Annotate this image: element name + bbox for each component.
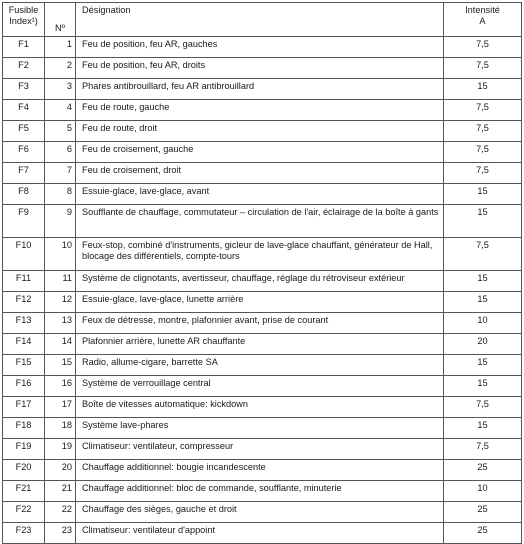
designation-cell: Feu de croisement, droit [76,163,444,184]
table-row [3,439,522,460]
fuse-cell: F9 [3,205,45,238]
number-cell: 10 [45,238,76,271]
fuse-cell: F23 [3,523,45,544]
fuse-cell: F20 [3,460,45,481]
fuse-cell: F13 [3,313,45,334]
intensity-cell: 15 [444,418,522,439]
intensity-cell: 7,5 [444,121,522,142]
table-row [3,481,522,502]
number-cell: 4 [45,100,76,121]
designation-cell: Boîte de vitesses automatique: kickdown [76,397,444,418]
designation-cell: Feu de position, feu AR, gauches [76,37,444,58]
designation-cell: Feu de position, feu AR, droits [76,58,444,79]
table-row [3,205,522,238]
fuse-cell: F6 [3,142,45,163]
table-row [3,58,522,79]
fuse-cell: F4 [3,100,45,121]
table-row [3,238,522,271]
number-cell: 3 [45,79,76,100]
fuse-cell: F14 [3,334,45,355]
number-cell: 5 [45,121,76,142]
fuse-cell: F17 [3,397,45,418]
intensity-cell: 15 [444,271,522,292]
number-cell: 18 [45,418,76,439]
fuse-cell: F16 [3,376,45,397]
number-column-header: Nº [45,3,76,37]
number-cell: 23 [45,523,76,544]
intensity-cell: 15 [444,79,522,100]
designation-cell: Feu de croisement, gauche [76,142,444,163]
table-row [3,502,522,523]
table-row [3,418,522,439]
designation-cell: Feu de route, gauche [76,100,444,121]
number-cell: 2 [45,58,76,79]
fuse-cell: F7 [3,163,45,184]
table-row [3,121,522,142]
designation-cell: Climatiseur: ventilateur, compresseur [76,439,444,460]
intensity-cell: 15 [444,205,522,238]
intensity-cell: 15 [444,355,522,376]
designation-cell: Feu de route, droit [76,121,444,142]
intensity-cell: 7,5 [444,439,522,460]
number-cell: 21 [45,481,76,502]
table-row [3,376,522,397]
intensity-column-header [444,3,522,37]
table-row [3,460,522,481]
designation-cell: Chauffage additionnel: bougie incandescente [76,460,444,481]
number-cell: 15 [45,355,76,376]
fuse-column-header: Fusible Index¹) [3,3,45,37]
number-cell: 12 [45,292,76,313]
table-row [3,292,522,313]
intensity-cell: 7,5 [444,100,522,121]
table-header [3,3,522,37]
designation-cell: Phares antibrouillard, feu AR antibrouillard [76,79,444,100]
intensity-cell: 7,5 [444,37,522,58]
fuse-cell: F3 [3,79,45,100]
table-row [3,163,522,184]
designation-cell: Système de verrouillage central [76,376,444,397]
fuse-cell: F2 [3,58,45,79]
intensity-cell: 25 [444,502,522,523]
fuse-cell: F15 [3,355,45,376]
intensity-cell: 25 [444,523,522,544]
number-cell: 7 [45,163,76,184]
table-row [3,313,522,334]
table-row [3,142,522,163]
table-row [3,355,522,376]
intensity-cell: 20 [444,334,522,355]
number-cell: 19 [45,439,76,460]
table-row [3,100,522,121]
number-cell: 20 [45,460,76,481]
fuse-cell: F22 [3,502,45,523]
number-cell: 8 [45,184,76,205]
fuse-cell: F12 [3,292,45,313]
intensity-cell: 7,5 [444,58,522,79]
intensity-cell: 15 [444,376,522,397]
designation-cell: Chauffage des sièges, gauche et droit [76,502,444,523]
table-row [3,37,522,58]
number-cell: 14 [45,334,76,355]
number-cell: 9 [45,205,76,238]
number-cell: 11 [45,271,76,292]
fuse-cell: F18 [3,418,45,439]
fuse-cell: F1 [3,37,45,58]
intensity-header-label: Intensité [465,5,500,15]
designation-cell: Plafonnier arrière, lunette AR chauffante [76,334,444,355]
designation-cell: Soufflante de chauffage, commutateur – circulation de l'air, éclairage de la boîte à gants [76,205,444,238]
designation-cell: Radio, allume-cigare, barrette SA [76,355,444,376]
intensity-cell: 7,5 [444,397,522,418]
designation-cell: Essuie-glace, lave-glace, lunette arrière [76,292,444,313]
intensity-cell: 7,5 [444,163,522,184]
intensity-cell: 7,5 [444,142,522,163]
intensity-cell: 7,5 [444,238,522,271]
table-row [3,271,522,292]
table-row [3,334,522,355]
fuse-cell: F19 [3,439,45,460]
designation-cell: Feux de détresse, montre, plafonnier avant, prise de courant [76,313,444,334]
intensity-cell: 25 [444,460,522,481]
number-cell: 16 [45,376,76,397]
designation-cell: Chauffage additionnel: bloc de commande, soufflante, minuterie [76,481,444,502]
table-row [3,523,522,544]
table-row [3,79,522,100]
fuse-cell: F5 [3,121,45,142]
intensity-cell: 15 [444,184,522,205]
table-row [3,397,522,418]
designation-cell: Essuie-glace, lave-glace, avant [76,184,444,205]
table-body [3,37,522,544]
intensity-cell: 10 [444,313,522,334]
header-row [3,3,522,37]
designation-cell: Climatiseur: ventilateur d'appoint [76,523,444,544]
fuse-cell: F10 [3,238,45,271]
number-cell: 13 [45,313,76,334]
fuse-cell: F21 [3,481,45,502]
intensity-cell: 10 [444,481,522,502]
designation-cell: Feux-stop, combiné d'instruments, gicleur de lave-glace chauffant, générateur de Hall, blocage des différentiels, compte-tours [76,238,444,271]
intensity-cell: 15 [444,292,522,313]
designation-column-header: Désignation [76,3,444,37]
number-cell: 1 [45,37,76,58]
designation-cell: Système lave-phares [76,418,444,439]
designation-cell: Système de clignotants, avertisseur, chauffage, réglage du rétroviseur extérieur [76,271,444,292]
fuse-cell: F11 [3,271,45,292]
number-cell: 22 [45,502,76,523]
fuse-table [2,2,522,544]
fuse-cell: F8 [3,184,45,205]
intensity-header-unit: A [479,16,486,26]
number-cell: 6 [45,142,76,163]
number-cell: 17 [45,397,76,418]
table-row [3,184,522,205]
